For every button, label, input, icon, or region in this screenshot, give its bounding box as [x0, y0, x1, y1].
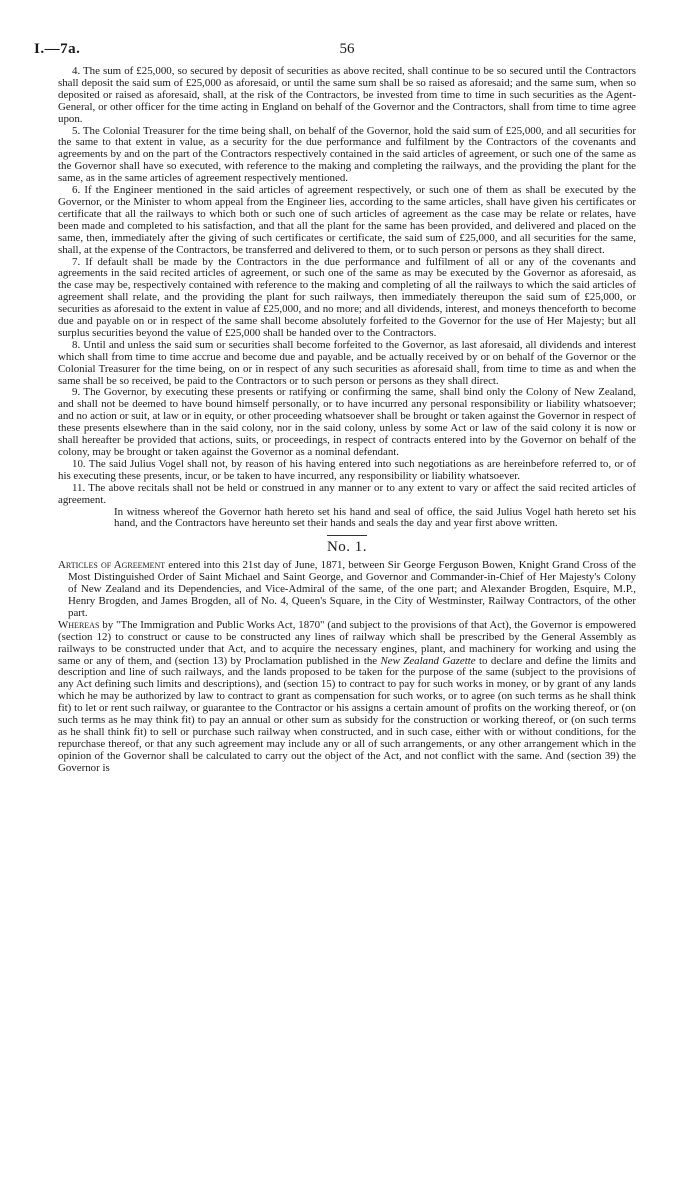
clause-10: 10. The said Julius Vogel shall not, by reason of his having entered into such negotiations as are hereinbefore referred to, or of his executing these presents, incur, or be taken to have incurred, any responsibility or liability whatsoever. [58, 457, 636, 482]
clause-7: 7. If default shall be made by the Contractors in the due performance and fulfilment of all or any of the covenants and agreements in the said recited articles of agreement, or such one of the same as may be executed by the Governor as aforesaid, as the case may be, respectively contained with reference to the making and completing of all the railways to which the said articles of agreement shall relate, and the providing the plant for such railways, then immediately thereupon the said sum of £25,000, or securities as aforesaid to the extent in value af £25,000, and no more; and all dividends, interest, and moneys thenceforth to become due and payable on or in respect of the same shall become absolutely forfeited to the Governor for the use of Her Majesty; but all surplus securities beyond the value of £25,000 shall be handed over to the Contractors. [58, 255, 636, 339]
gazette-title: New Zealand Gazette [380, 654, 476, 667]
clause-11: 11. The above recitals shall not be held or construed in any manner or to any extent to vary or affect the said recited articles of agreement. [58, 481, 636, 506]
document-page [34, 41, 636, 775]
witness-clause: In witness whereof the Governor hath hereto set his hand and seal of office, the said Julius Vogel hath hereto set his hand, and the Contractors have hereunto set their hands and seals the day and year first above written. [114, 505, 636, 530]
section-divider [327, 535, 367, 536]
clause-9: 9. The Governor, by executing these presents or ratifying or confirming the same, shall bind only the Colony of New Zealand, and shall not be deemed to have bound himself personally, or to have incurred any personal responsibility or liability whatsoever; and no action or suit, at law or in equity, or other proceeding whatsoever shall be brought or taken against the Governor in respect of these presents elsewhere than in the said colony, nor in the said colony, unless by some Act or law of the said colony it is now or shall hereafter be provided that actions, suits, or proceedings, in respect of contracts entered into by the Governor on behalf of the colony, may be brought or taken against the Governor as a nominal defendant. [58, 386, 636, 458]
whereas-lead: Whereas [58, 618, 100, 631]
whereas-text-before: by "The Immigration and Public Works Act, 1870" (and subject to the provisions of that Act), the Governor is empowered (section 12) to construct or cause to be constructed any lines of railway which shall be prescribed by the General Assembly as railways to be constructed under that Act, and to acquire the necessary engines, plant, and machinery for working and using the same or any of them, and (section 13) by Proclamation published in the [58, 618, 636, 667]
clause-8: 8. Until and unless the said sum or securities shall become forfeited to the Governor, as last aforesaid, all dividends and interest which shall from time to time accrue and become due and payable, and be actually received by or on behalf of the Governor or the Colonial Treasurer for the time being, on or in respect of any such securities as aforesaid shall, from time to time as and when the same shall be so received, be paid to the Contractors or to such person or persons as they shall direct. [58, 338, 636, 387]
clause-5: 5. The Colonial Treasurer for the time being shall, on behalf of the Governor, hold the said sum of £25,000, and all securities for the same to that extent in value, as a security for the due performance and fulfilment by the Contractors of the covenants and agreements by and on the part of the Contractors respectively contained in the said articles of agreement, or such one of the same as the Governor shall have so executed, with reference to the making and completing the railways, and the providing the plant for the same, as in the same articles of agreement respectively mentioned. [58, 124, 636, 185]
whereas-text-after: to declare and define the limits and description and line of such railways, and the lands proposed to be taken for the purpose of the same (subject to the provisions of any Act defining such limits and descriptions), and (section 15) to contract to pay for such works in money, or by grant of any lands which he may be authorized by law to contract to grant as compensation for such works, or to agree (on such terms as he shall think fit) to let or rent such railway, or guarantee to the Contractor or his assigns a certain amount of profits on the working thereof, or (on such terms as he may think fit) to pay an annual or other sum as subsidy for the construction or working thereof, or (on such terms as he shall think fit) to sell or purchase such railway when constructed, and in such case, either with or without conditions, for the repurchase thereof, or that any such agreement may include any or all of such arrangements, or any other arrangement which in the opinion of the Governor shall be calculated to carry out the object of the Act, and not conflict with the same. And (section 39) the Governor is [58, 654, 636, 774]
articles-text: entered into this 21st day of June, 1871, between Sir George Ferguson Bowen, Knight Grand Cross of the Most Distinguished Order of Saint Michael and Saint George, and Governor and Commander-in-Chief of Her Majesty's Colony of New Zealand and its Dependencies, and Vice-Admiral of the same, of the one part; and Alexander Brogden, Esquire, M.P., Henry Brogden, and James Brogden, all of No. 4, Queen's Square, in the City of Westminster, Railway Contractors, of the other part. [68, 559, 636, 619]
articles-of-agreement-paragraph [58, 559, 636, 620]
clause-4: 4. The sum of £25,000, so secured by deposit of securities as above recited, shall continue to be so secured until the Contractors shall deposit the said sum of £25,000 as aforesaid, or until the same sum shall be so raised as aforesaid; and the same sum, when so deposited or raised as aforesaid, shall, at the risk of the Contractors, be invested from time to time in such securities as the Agent-General, or other officer for the time acting in England on behalf of the Governor and the Contractors, shall from time to time agree upon. [58, 65, 636, 125]
clause-6: 6. If the Engineer mentioned in the said articles of agreement respectively, or such one of them as shall be executed by the Governor, or the Minister to whom appeal from the Engineer lies, according to the same articles, shall have given his certificates or certificate that all the railways to which both or such one of such articles of agreement as the case may be relate or relates, have been made and completed to his satisfaction, and that all the plant for the same has been provided, and delivered and placed on the same, then, immediately after the giving of such certificates or certificate, the said sum of £25,000, and all securities for the same, shall, at the expense of the Contractors, be transferred and delivered to them, or to such person or persons as they shall direct. [58, 184, 636, 256]
whereas-paragraph [58, 620, 636, 775]
page-number: 56 [339, 41, 355, 57]
page-header [34, 41, 636, 66]
articles-lead: Articles of Agreement [58, 559, 166, 572]
document-reference: I.—7a. [34, 41, 81, 57]
section-heading: No. 1. [326, 539, 368, 556]
